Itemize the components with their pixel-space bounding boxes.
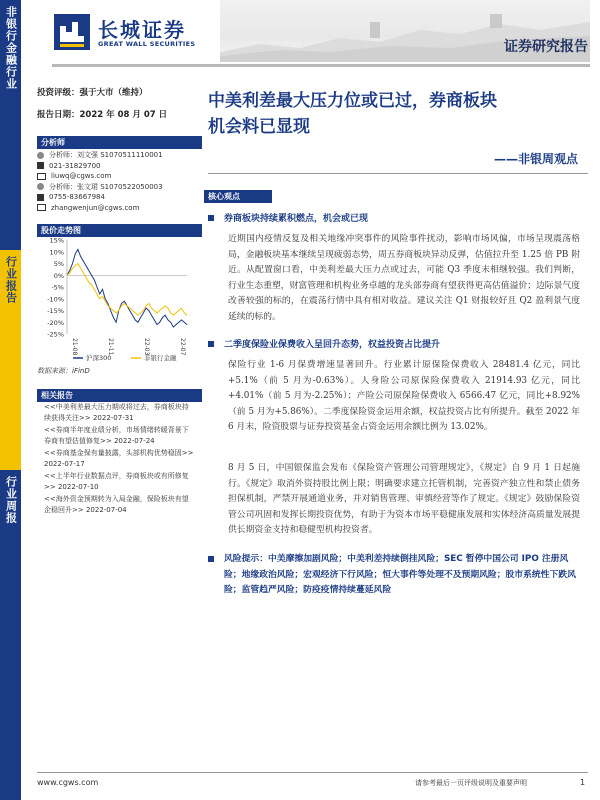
person-icon [37,183,44,190]
strip-segment-weekly: 行业周报 [0,470,21,800]
header-divider [52,64,590,67]
analyst-row [37,203,197,214]
analyst-2-phone: 0755-83667984 [49,193,105,202]
phone-icon [37,162,44,169]
report-subtitle: ——非银周观点 [493,152,578,166]
report-date: 报告日期：2022 年 08 月 07 日 [37,110,168,120]
related-report-item[interactable]: <<上半年行业数据点评，券商板块或有所修复>> 2022-07-10 [44,472,189,491]
related-report-item[interactable]: <<中美利差最大压力期或将过去，券商板块持续获得关注>> 2022-07-31 [44,403,189,422]
y-tick-label: 5% [53,260,64,268]
mail-icon [37,204,46,211]
analyst-2-name: 分析师：张文珺 S1070522050003 [49,182,163,191]
analyst-1-phone: 021-31829700 [49,161,101,170]
risk-label: 风险提示： [224,554,268,564]
report-title [208,88,588,140]
section-1-title: 券商板块持续累积燃点，机会或已现 [224,214,369,224]
page-number: 1 [580,778,586,787]
strip-segment-industry: 非银行金融行业 [0,0,21,250]
section-1-body: 近期国内疫情反复及相关地缘冲突事件的风险事件扰动，影响市场风偏，市场呈现震荡格局，金融板块基本继续呈现疲弱态势，周五券商板块异动反弹，估值拉升至 1.25 倍 PB 附近。从配置窗口看，中美利差最大压力点或过去，可能 Q3 季度末相继较强。我们判断，行业生态重塑，财富管理和机构业务卓越的龙头部券商有望获得更高估值溢价；边际景气度改善较强的标的，在震荡行情中具有相对收益。建议关注 Q1 财报较好且 Q2 盈利景气度延续的标的。 [228,234,580,322]
square-bullet-icon [208,215,214,221]
x-tick-label: 22-07 [179,338,186,356]
strip-segment-report: 行业报告 [0,250,21,470]
related-reports-header: 相关报告 [37,389,202,402]
report-title-line-1: 中美利差最大压力位或已过，券商板块 [208,91,497,111]
section-2-body: 保险行业 1-6 月保费增速显著回升。行业累计原保险保费收入 28481.4 亿元，同比+5.1%（前 5 月为-0.63%）。人身险公司原保险保费收入 21914.93 亿元，同比+4.01%（前 5 月为-2.25%）；产险公司原保险保费收入 6566.47 亿元，同比+8.92%（前 5 月为+5.86%）。二季度保险资金运用余额，权益投资占比有所提升。截至 2022 年 6 月末，险资股票与证券投资基金占资金运用余额比例为 13.02%。 [228,360,580,432]
legend-label: 沪深300 [86,354,112,362]
logo-mark-icon [52,12,92,52]
y-tick-label: -10% [47,295,64,304]
analysts-header: 分析师 [37,136,202,149]
report-title-line-2: 机会料已显现 [208,117,310,137]
analyst-row [37,150,197,161]
x-tick-label: 22-03 [143,338,150,356]
y-tick-label: -15% [47,307,64,315]
stock-chart-header: 股价走势图 [37,224,202,237]
analyst-row [37,182,197,193]
analyst-row [37,192,197,203]
stock-price-chart [37,236,197,364]
analyst-list [37,150,197,213]
square-bullet-icon [208,341,214,347]
y-tick-label: 10% [49,248,64,257]
y-tick-label: 0% [53,271,64,280]
analyst-2-email[interactable]: zhangwenjun@cgws.com [51,203,140,212]
side-strip [0,0,21,800]
footer-disclaimer: 请参考最后一页评级说明及重要声明 [415,779,527,787]
risk-body: 中美摩擦加剧风险；中美利差持续倒挂风险；SEC 暂停中国公司 IPO 注册风险；地缘政治风险；宏观经济下行风险；恒大事件等处理不及预期风险；股市系统性下跌风险；监管趋严风险；防疫疫情持续蔓延风险 [224,554,576,595]
series-line-1 [67,249,187,327]
square-bullet-icon [208,556,214,562]
section-2-title: 二季度保险业保费收入呈回升态势，权益投资占比提升 [224,340,441,350]
analyst-row [37,161,197,172]
analyst-1-name: 分析师：刘文强 S1070511110001 [49,151,163,160]
footer-url[interactable]: www.cgws.com [37,778,99,787]
y-tick-label: -25% [47,330,64,339]
related-report-item[interactable]: <<券商基金保有量披露，头部机构优势稳固>> 2022-07-17 [44,449,194,468]
footer-divider [37,772,588,773]
related-report-item[interactable]: <<券商半年度业绩分析，市场情绪转暖背景下券商有望估值修复>> 2022-07-24 [44,426,189,445]
section-3-body: 8 月 5 日，中国银保监会发布《保险资产管理公司管理规定》，《规定》自 9 月 1 日起施行。《规定》取消外资持股比例上限；明确要求建立托管机制，完善资产独立性和禁止债务担保机制，严禁开展通道业务，并对销售管理、审慎经营等作了规定。《规定》鼓励保险资管公司巩固和发挥长期投资优势，有助于为资本市场平稳健康发展和实体经济高质量发展提供长期资金支持和稳健型机构投资者。 [228,463,580,535]
x-tick-label: 21-11 [107,338,114,356]
y-tick-label: -20% [47,318,64,327]
person-icon [37,152,44,159]
y-tick-label: -5% [51,283,64,292]
section-1-heading [208,211,368,224]
investment-rating: 投资评级：强于大市（维持） [37,88,148,98]
mail-icon [37,173,46,180]
report-type-title: 证券研究报告 [504,39,588,55]
core-views-header: 核心观点 [204,190,272,203]
y-tick-label: 15% [49,236,64,245]
title-divider [208,173,588,174]
section-2-heading [208,337,440,350]
analyst-1-email[interactable]: liuwq@cgws.com [51,172,112,181]
phone-icon [37,194,44,201]
logo-text-cn: 长城证券 [98,18,186,42]
series-line-2 [67,264,187,316]
legend-label: 非银行金融 [144,354,177,362]
logo-text-en: GREAT WALL SECURITIES [98,40,196,48]
company-logo [52,10,212,56]
related-reports-list [44,402,194,517]
related-report-item[interactable]: <<海外资金预期转为入局金融，保险板块有望企稳回升>> 2022-07-04 [44,495,189,514]
x-tick-label: 21-08 [71,338,78,356]
analyst-row [37,171,197,182]
risk-warning [208,552,580,599]
chart-source: 数据来源：iFinD [37,367,90,375]
